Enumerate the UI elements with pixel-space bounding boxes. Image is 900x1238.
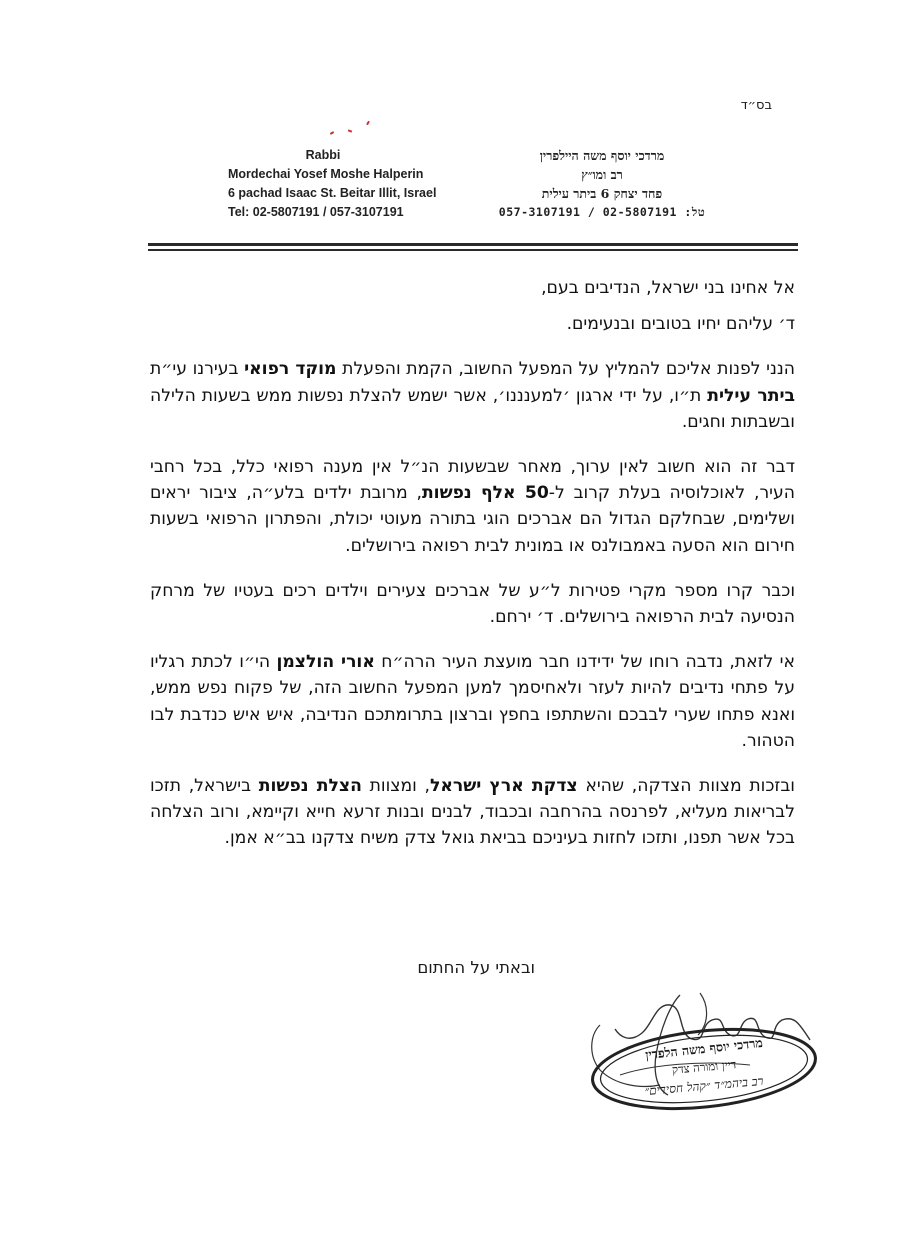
red-mark bbox=[330, 131, 334, 135]
closing-line: ובאתי על החתום bbox=[417, 958, 535, 977]
greeting-line-1: אל אחינו בני ישראל, הנדיבים בעם, bbox=[541, 278, 795, 298]
letterhead-english-title: Rabbi bbox=[305, 148, 341, 162]
paragraph-5: ובזכות מצוות הצדקה, שהיא צדקת ארץ ישראל, ומצוות הצלת נפשות בישראל, תזכו לבריאות מעליא, לפרנסה בהרחבה ובכבוד, לבנים ובנות זרעא חייא וקיימא, ורוב הצלחה בכל אשר תפנו, ותזכו לחזות בעיניכם בביאת גואל צדק משיח צדקנו בב״א אמן. bbox=[150, 776, 795, 849]
stamp-text bbox=[600, 1028, 808, 1110]
paragraph-3: וכבר קרו מספר מקרי פטירות ל״ע של אברכים צעירים וילדים רכים בעטיו של מרחק הנסיעה לבית הרפואה בירושלים. ד׳ ירחם. bbox=[150, 580, 795, 628]
letterhead-english-phone: Tel: 02-5807191 / 057-3107191 bbox=[228, 205, 404, 219]
letterhead-hebrew-address: פחד יצחק 6 ביתר עילית bbox=[541, 186, 663, 201]
letter-body bbox=[150, 275, 795, 871]
bold-tzedaka: צדקת ארץ ישראל bbox=[429, 776, 578, 797]
letterhead-hebrew bbox=[482, 146, 722, 222]
letterhead-hebrew-title: רב ומו״ץ bbox=[581, 167, 623, 182]
stamp-title: דיין ומורה צדק bbox=[671, 1057, 737, 1077]
red-mark bbox=[366, 121, 370, 125]
bold-city-name: ביתר עילית bbox=[707, 385, 795, 406]
stamp-congregation: רב ביהמ״ד ״קהל חסידים״ bbox=[644, 1073, 764, 1099]
letterhead-hebrew-name: מרדכי יוסף משה היילפרין bbox=[539, 148, 665, 163]
bsd-mark: בס״ד bbox=[740, 98, 772, 113]
stamp-name: מרדכי יוסף משה הלפרין bbox=[644, 1034, 764, 1063]
letterhead-english-name: Mordechai Yosef Moshe Halperin bbox=[228, 167, 424, 181]
red-mark bbox=[348, 129, 352, 132]
letterhead-english-address: 6 pachad Isaac St. Beitar Illit, Israel bbox=[228, 186, 437, 200]
bold-population: 50 אלף נפשות bbox=[421, 483, 549, 504]
paragraph-4: אי לזאת, נדבה רוחו של ידידנו חבר מועצת העיר הרה״ח אורי הולצמן הי״ו לכתת רגליו על פתחי נדיבים להיות לעזר ולאחיסמך למען המפעל החשוב הזה, של פקוח נפש ממש, ואנא פתחו שערי לבבכם והשתתפו בחפץ וברצון בתרומתכם הנדיבה, איש איש כנדבת לבו הטהור. bbox=[150, 652, 795, 751]
paragraph-1: הנני לפנות אליכם להמליץ על המפעל החשוב, הקמת והפעלת מוקד רפואי בעירנו עי״ת ביתר עילית ת״ו, על ידי ארגון ׳למענננו׳, אשר ישמש להצלת נפשות ממש בשעות הלילה ובשבתות וחגים. bbox=[150, 359, 795, 432]
letterhead-hebrew-phone: טל: 02-5807191 / 057-3107191 bbox=[498, 205, 706, 219]
bold-person-name: אורי הולצמן bbox=[276, 652, 375, 673]
header-rule-top bbox=[148, 243, 798, 246]
header-rule-bottom bbox=[148, 249, 798, 251]
greeting-line-2: ד׳ עליהם יחיו בטובים ובנעימים. bbox=[566, 314, 795, 335]
bold-medical-center: מוקד רפואי bbox=[244, 359, 337, 380]
letterhead-english bbox=[228, 146, 488, 222]
paragraph-2: דבר זה הוא חשוב לאין ערוך, מאחר שבשעות הנ״ל אין מענה רפואי כלל, בכל רחבי העיר, לאוכלוסיה בעלת קרוב ל-50 אלף נפשות, מרובת ילדים בלע״ה, ציבור יראים ושלימים, שבחלקם הגדול הם אברכים הוגי בתורה מעוטי יכולת, והפתרון הרפואי בשעות חירום הוא הסעה באמבולנס או במונית לבית רפואה בירושלים. bbox=[150, 457, 795, 556]
bold-saving-lives: הצלת נפשות bbox=[258, 776, 362, 797]
